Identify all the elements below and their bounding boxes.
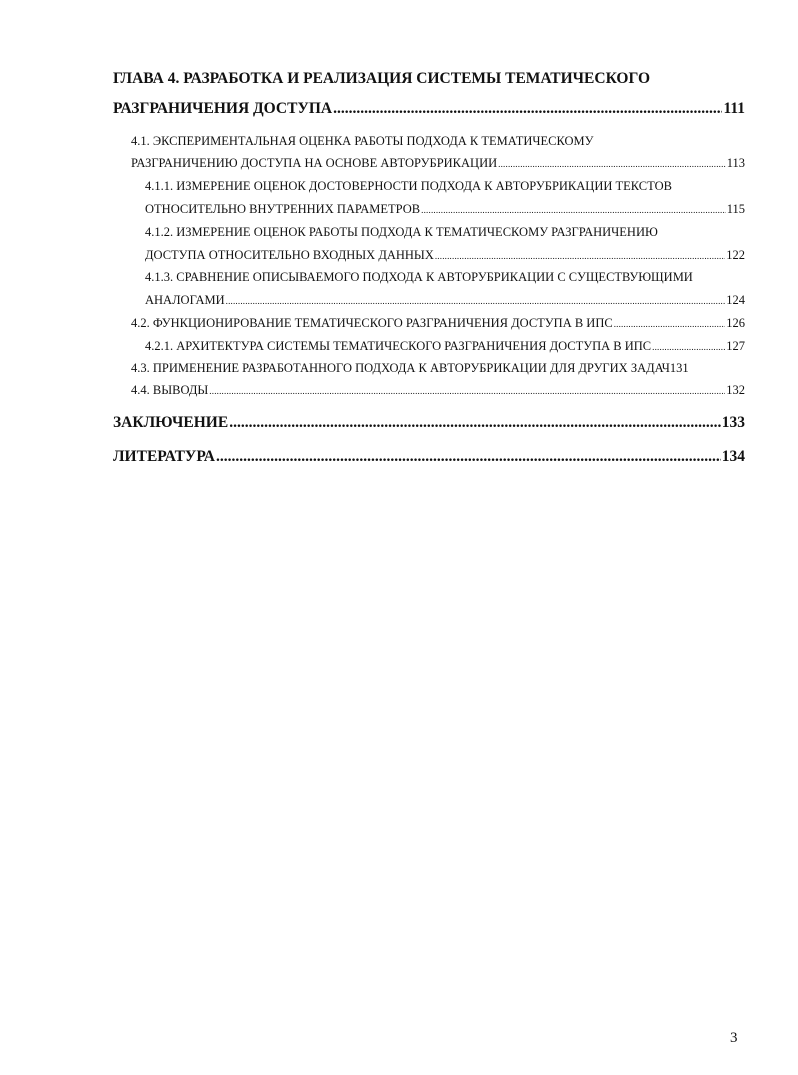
toc-dot-leader	[226, 296, 726, 306]
toc-page-number: 131	[669, 361, 689, 375]
toc-dot-leader	[209, 386, 725, 396]
toc-section-text: АНАЛОГАМИ	[145, 293, 225, 307]
toc-section-4-1-entry[interactable]	[131, 156, 745, 171]
toc-section-4-3-entry[interactable]	[131, 361, 745, 376]
toc-page-number: 126	[726, 316, 745, 330]
toc-section-text: 4.1.2. ИЗМЕРЕНИЕ ОЦЕНОК РАБОТЫ ПОДХОДА К ТЕМАТИЧЕСКОМУ РАЗГРАНИЧЕНИЮ	[145, 225, 658, 239]
toc-section-4-1-3-line1	[145, 270, 693, 285]
toc-section-text: 4.4. ВЫВОДЫ	[131, 383, 209, 397]
toc-dot-leader	[333, 100, 722, 118]
toc-section-text: 4.2.1. АРХИТЕКТУРА СИСТЕМЫ ТЕМАТИЧЕСКОГО РАЗГРАНИЧЕНИЯ ДОСТУПА В ИПС	[145, 339, 652, 353]
toc-chapter4-title-text-1: ГЛАВА 4. РАЗРАБОТКА И РЕАЛИЗАЦИЯ СИСТЕМЫ ТЕМАТИЧЕСКОГО	[113, 70, 651, 87]
toc-dot-leader	[652, 342, 725, 352]
toc-dot-leader	[229, 414, 721, 432]
toc-chapter-text: ЗАКЛЮЧЕНИЕ	[113, 414, 229, 431]
toc-page-number: 111	[723, 100, 745, 117]
toc-chapter4-entry[interactable]	[113, 100, 745, 118]
toc-chapter4-title-line1	[113, 70, 650, 88]
toc-section-text: 4.1. ЭКСПЕРИМЕНТАЛЬНАЯ ОЦЕНКА РАБОТЫ ПОДХОДА К ТЕМАТИЧЕСКОМУ	[131, 134, 594, 148]
toc-page-number: 124	[726, 293, 745, 307]
toc-section-4-1-line1	[131, 134, 593, 149]
toc-section-4-1-1-line1	[145, 179, 672, 194]
toc-dot-leader	[498, 159, 726, 169]
toc-section-4-1-2-entry[interactable]	[145, 248, 745, 263]
toc-section-text: РАЗГРАНИЧЕНИЮ ДОСТУПА НА ОСНОВЕ АВТОРУБРИКАЦИИ	[131, 156, 498, 170]
toc-dot-leader	[421, 205, 726, 215]
toc-page-number: 113	[726, 156, 745, 170]
toc-page-number: 127	[726, 339, 745, 353]
toc-dot-leader	[216, 448, 721, 466]
toc-section-4-2-1-entry[interactable]	[145, 339, 745, 354]
toc-page-number: 134	[721, 448, 745, 465]
toc-section-text: 4.1.1. ИЗМЕРЕНИЕ ОЦЕНОК ДОСТОВЕРНОСТИ ПОДХОДА К АВТОРУБРИКАЦИИ ТЕКСТОВ	[145, 179, 672, 193]
toc-page-number: 132	[726, 383, 745, 397]
toc-section-4-2-entry[interactable]	[131, 316, 745, 331]
toc-section-text: 4.2. ФУНКЦИОНИРОВАНИЕ ТЕМАТИЧЕСКОГО РАЗГРАНИЧЕНИЯ ДОСТУПА В ИПС	[131, 316, 613, 330]
toc-section-4-1-3-entry[interactable]	[145, 293, 745, 308]
toc-page-number: 115	[726, 202, 745, 216]
toc-section-4-1-2-line1	[145, 225, 658, 240]
toc-literature-entry[interactable]	[113, 448, 745, 466]
toc-dot-leader	[614, 319, 726, 329]
page-number: 3	[730, 1030, 738, 1046]
toc-section-text: ОТНОСИТЕЛЬНО ВНУТРЕННИХ ПАРАМЕТРОВ	[145, 202, 421, 216]
toc-chapter4-title-text-2: РАЗГРАНИЧЕНИЯ ДОСТУПА	[113, 100, 333, 117]
toc-dot-leader	[435, 251, 725, 261]
toc-section-4-1-1-entry[interactable]	[145, 202, 745, 217]
toc-section-text: 4.1.3. СРАВНЕНИЕ ОПИСЫВАЕМОГО ПОДХОДА К АВТОРУБРИКАЦИИ С СУЩЕСТВУЮЩИМИ	[145, 270, 693, 284]
toc-page-number: 122	[726, 248, 745, 262]
toc-section-text: ДОСТУПА ОТНОСИТЕЛЬНО ВХОДНЫХ ДАННЫХ	[145, 248, 434, 262]
toc-section-4-4-entry[interactable]	[131, 383, 745, 398]
toc-section-text: 4.3. ПРИМЕНЕНИЕ РАЗРАБОТАННОГО ПОДХОДА К АВТОРУБРИКАЦИИ ДЛЯ ДРУГИХ ЗАДАЧ	[131, 361, 670, 375]
toc-conclusion-entry[interactable]	[113, 414, 745, 432]
toc-page-number: 133	[721, 414, 745, 431]
toc-chapter-text: ЛИТЕРАТУРА	[113, 448, 215, 465]
